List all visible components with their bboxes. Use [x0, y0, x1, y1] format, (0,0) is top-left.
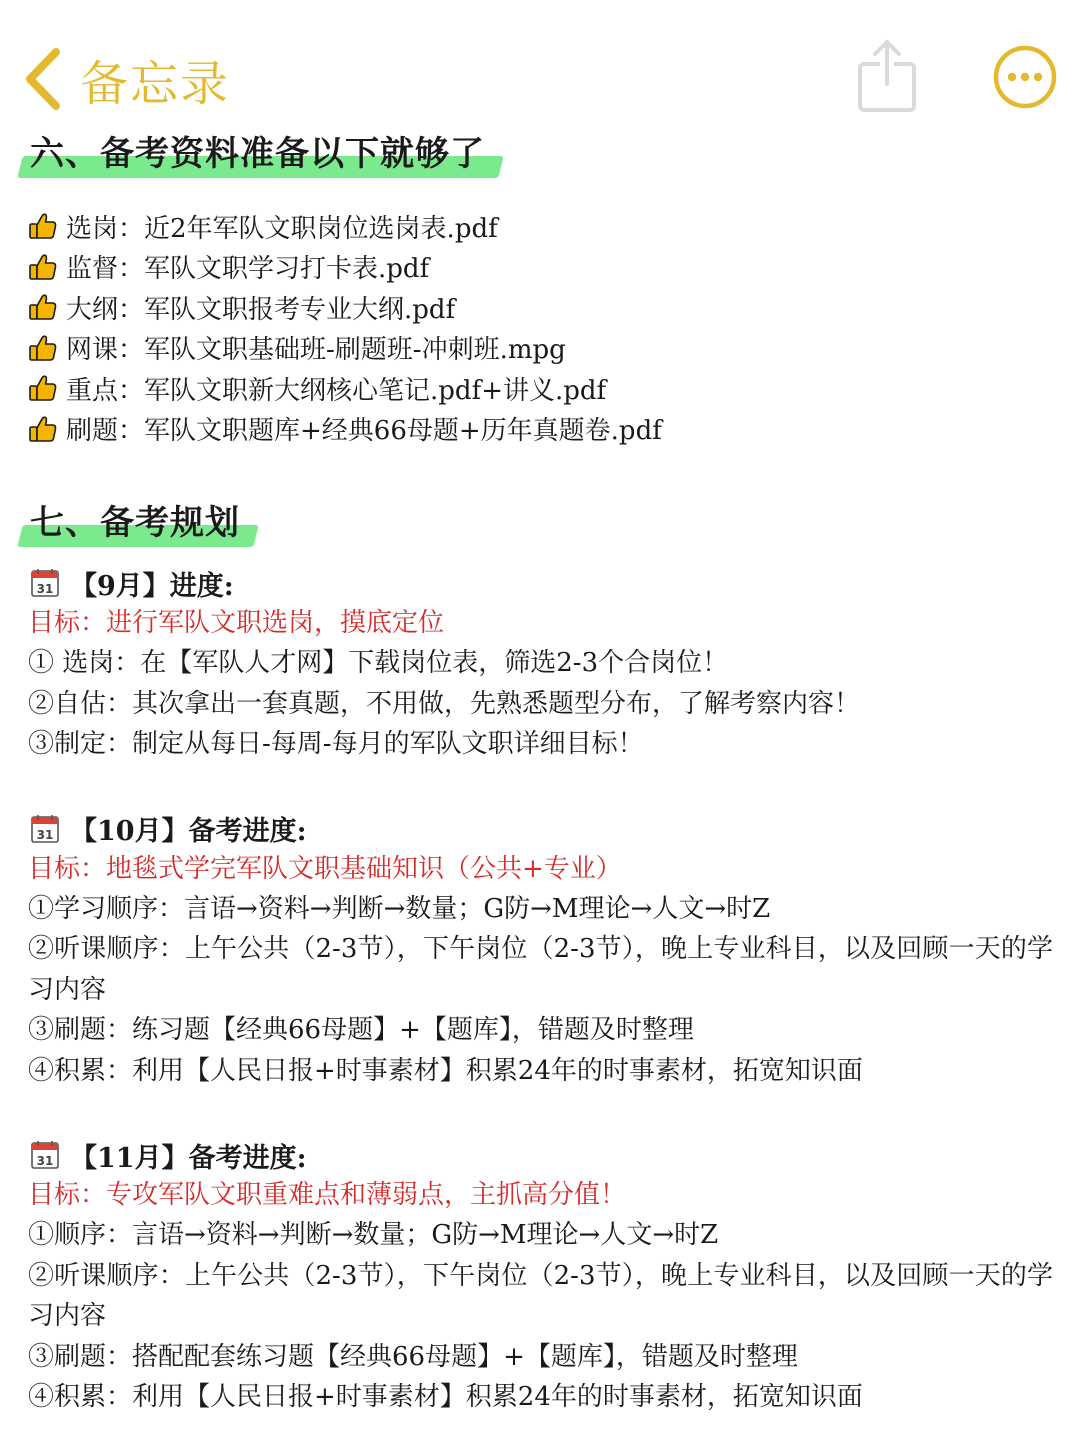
plan-step: ① 选岗：在【军队人才网】下载岗位表，筛选2-3个合岗位！: [28, 648, 729, 678]
plan-step: ①顺序：言语→资料→判断→数量；G防→M理论→人文→时Z: [28, 1220, 719, 1250]
plan-step: ②自估：其次拿出一套真题，不用做，先熟悉题型分布，了解考察内容！: [28, 688, 861, 719]
resource-key: 重点：: [66, 375, 145, 406]
resource-list: [28, 206, 1058, 449]
note-content: [28, 128, 1058, 1418]
resource-key: 选岗：: [66, 213, 145, 244]
nav-bar: [0, 0, 1080, 130]
svg-text:31: 31: [36, 1154, 54, 1168]
resource-item: [28, 206, 1058, 247]
back-button[interactable]: [22, 44, 230, 114]
month-heading: [28, 1135, 1058, 1175]
thumbs-up-icon: [28, 373, 58, 403]
month-heading-text: 【11月】备考进度:: [70, 1142, 307, 1174]
chevron-left-icon: [22, 48, 62, 110]
resource-key: 网课：: [66, 335, 145, 366]
month-plan: [28, 809, 1058, 1092]
resource-key: 监督：: [66, 254, 145, 285]
resource-item: [28, 247, 1058, 288]
resource-file: 军队文职报考专业大纲.pdf: [144, 294, 456, 325]
plan-step: ④积累：利用【人民日报+时事素材】积累24年的时事素材，拓宽知识面: [28, 1055, 863, 1086]
share-button[interactable]: [856, 38, 918, 114]
resource-file: 近2年军队文职岗位选岗表.pdf: [144, 213, 498, 244]
month-plan: [28, 563, 1058, 765]
section-title-text: 七、备考规划: [30, 503, 240, 543]
month-plan: [28, 1135, 1058, 1418]
resource-file: 军队文职题库+经典66母题+历年真题卷.pdf: [144, 416, 662, 447]
resource-key: 刷题：: [66, 416, 145, 447]
plan-step: ③刷题：练习题【经典66母题】+【题库】，错题及时整理: [28, 1015, 694, 1045]
plan-section: [28, 497, 1058, 1418]
resource-item: [28, 287, 1058, 328]
section-title-plan: [28, 497, 246, 549]
month-heading-text: 【10月】备考进度:: [70, 816, 307, 847]
plan-step: ③制定：制定从每日-每周-每月的军队文职详细目标！: [28, 729, 644, 759]
thumbs-up-icon: [28, 333, 58, 363]
back-label: 备忘录: [80, 55, 231, 112]
section-title-resources: [28, 128, 491, 180]
resource-key: 大纲：: [66, 294, 145, 325]
calendar-icon: [30, 568, 60, 598]
plan-step: ③刷题：搭配配套练习题【经典66母题】+【题库】，错题及时整理: [28, 1341, 798, 1372]
plan-step: ④积累：利用【人民日报+时事素材】积累24年的时事素材，拓宽知识面: [28, 1382, 863, 1412]
resource-item: [28, 328, 1058, 369]
month-heading: [28, 809, 1058, 849]
plan-step: ②听课顺序：上午公共（2-3节），下午岗位（2-3节），晚上专业科目，以及回顾一天的学习内容: [28, 1260, 1053, 1331]
resource-file: 军队文职基础班-刷题班-冲刺班.mpg: [144, 335, 566, 366]
month-goal: 目标：进行军队文职选岗，摸底定位: [28, 608, 445, 638]
svg-text:31: 31: [36, 827, 54, 842]
thumbs-up-icon: [28, 414, 58, 444]
resource-item: [28, 368, 1058, 409]
more-button[interactable]: [992, 44, 1058, 110]
thumbs-up-icon: [28, 252, 58, 282]
thumbs-up-icon: [28, 292, 58, 322]
month-list: [28, 563, 1058, 1418]
month-heading: [28, 563, 1058, 603]
section-title-text: 六、备考资料准备以下就够了: [30, 134, 485, 174]
thumbs-up-icon: [28, 211, 58, 241]
share-icon: [856, 38, 918, 114]
calendar-icon: [30, 1140, 60, 1170]
svg-text:31: 31: [36, 582, 54, 596]
plan-step: ①学习顺序：言语→资料→判断→数量；G防→M理论→人文→时Z: [28, 893, 771, 924]
month-goal: 目标：地毯式学完军队文职基础知识（公共+专业）: [28, 853, 622, 884]
resource-file: 军队文职新大纲核心笔记.pdf+讲义.pdf: [144, 375, 607, 406]
resource-file: 军队文职学习打卡表.pdf: [144, 254, 430, 285]
more-icon: [992, 44, 1058, 110]
month-heading-text: 【9月】进度:: [70, 570, 234, 602]
resource-item: [28, 409, 1058, 450]
plan-step: ②听课顺序：上午公共（2-3节），下午岗位（2-3节），晚上专业科目，以及回顾一天的学习内容: [28, 934, 1053, 1005]
calendar-icon: [30, 814, 60, 844]
month-goal: 目标：专攻军队文职重难点和薄弱点，主抓高分值！: [28, 1180, 627, 1210]
